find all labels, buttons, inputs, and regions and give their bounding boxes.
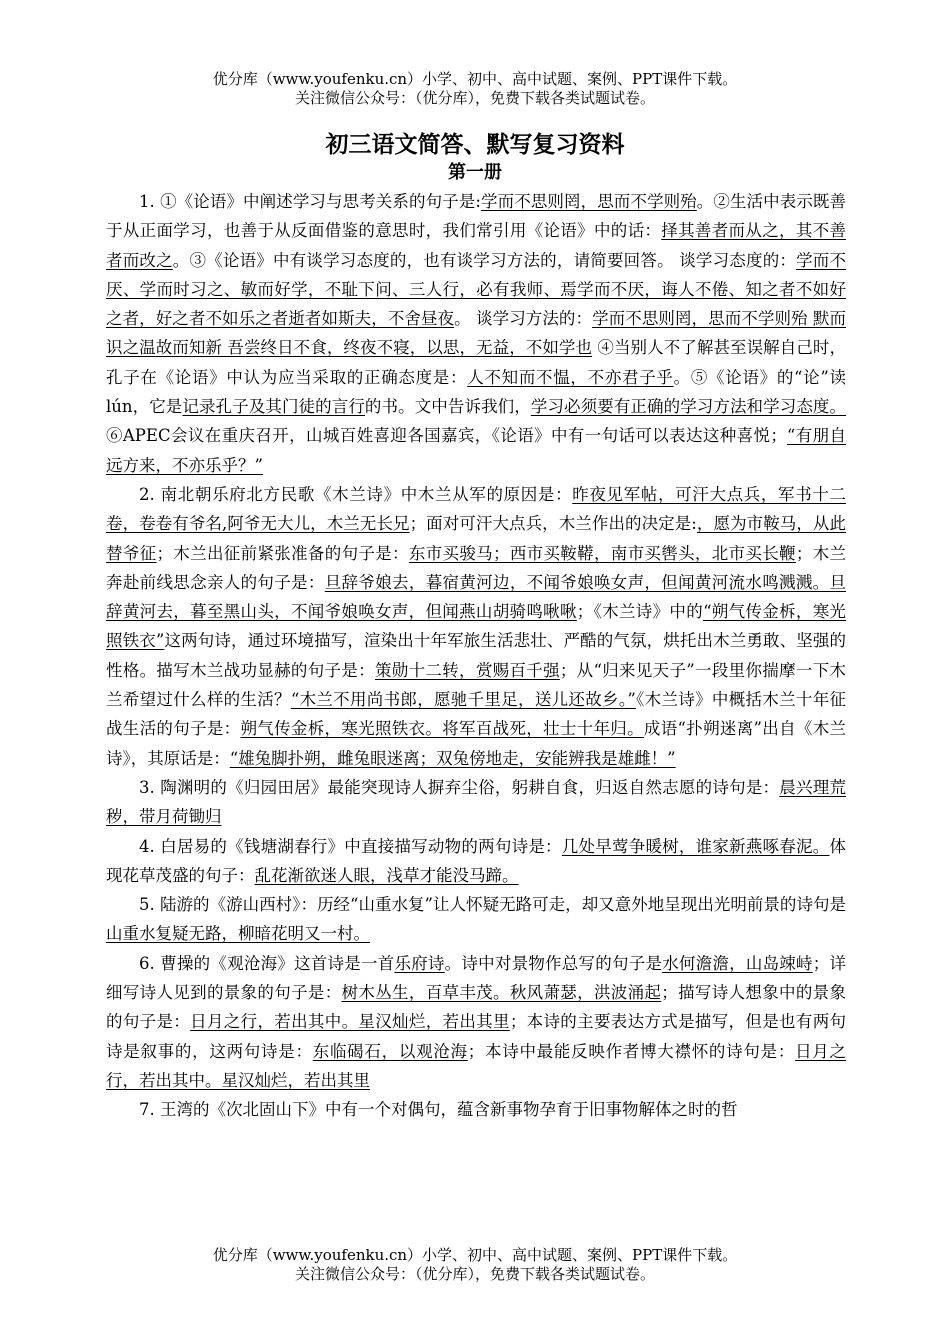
answer-text: ，愿为市鞍马，从此替爷征 <box>106 514 846 563</box>
document-subtitle: 第一册 <box>448 162 502 183</box>
answer-text: 择其善者而从之，其不善者而改之 <box>106 221 847 270</box>
question-item <box>106 773 846 832</box>
answer-text: 学习必须要有正确的学习方法和学习态度。 <box>530 397 847 417</box>
answer-text: 记录孔子及其门徒的言行 <box>182 397 365 417</box>
question-text: 《木兰诗》中概括木兰十年征战生活的句子是： <box>106 690 847 739</box>
answer-text: “雄兔脚扑朔，雌兔眼迷离；双兔傍地走，安能辨我是雄雌！” <box>229 748 676 768</box>
answer-text: 学而不思则罔，思而不学则殆 默而识之温故而知新 吾尝终日不食，终夜不寝，以思，无益，不如学也 <box>106 309 847 358</box>
answer-text: 树木丛生，百草丰茂。秋风萧瑟，洪波涌起 <box>341 983 662 1003</box>
document-title: 初三语文简答、默写复习资料 <box>325 132 625 158</box>
footer-line-2: 关注微信公众号：（优分库），免费下载各类试题试卷。 <box>294 1265 655 1283</box>
answer-text: 水何澹澹，山岛竦峙 <box>662 953 813 973</box>
question-item <box>106 1095 846 1124</box>
question-text: 2. 南北朝乐府北方民歌《木兰诗》中木兰从军的原因是： <box>139 484 573 504</box>
answer-text: 人不知而不愠，不亦君子乎 <box>467 367 674 387</box>
answer-text: 学而不厌、学而时习之、敏而好学，不耻下问、三人行，必有我师、焉学而不厌，诲人不倦、知之者不如好之者，好之者不如乐之者逝者如斯夫，不舍昼夜 <box>106 250 847 329</box>
document-body <box>106 187 846 1125</box>
answer-text: 旦辞爷娘去，暮宿黄河边，不闻爷娘唤女声，但闻黄河流水鸣溅溅。旦辞黄河去，暮至黑山头，不闻爷娘唤女声，但闻燕山胡骑鸣啾啾 <box>106 572 847 622</box>
answer-text: “朔气传金柝，寒光照铁衣” <box>106 602 847 651</box>
header-line-2: 关注微信公众号：（优分库），免费下载各类试题试卷。 <box>294 89 655 107</box>
question-text: 。 谈学习方法的： <box>454 309 593 329</box>
question-text: 6. 曹操的《观沧海》这首诗是一首 <box>139 953 395 973</box>
question-item <box>106 480 846 773</box>
answer-text: 几处早莺争暖树，谁家新燕啄春泥。 <box>561 836 830 856</box>
answer-text: “木兰不用尚书郎，愿驰千里足，送儿还故乡。” <box>290 690 636 710</box>
question-text: ；木兰出征前紧张准备的句子是： <box>156 543 409 563</box>
question-text: 的书。文中告诉我们， <box>364 397 531 417</box>
question-text: ；《木兰诗》中的 <box>576 602 704 622</box>
page-footer <box>0 1246 950 1284</box>
answer-text: “有朋自远方来，不亦乐乎？” <box>106 426 847 475</box>
question-text: 成语“扑朔迷离”出自《木兰诗》，其原话是： <box>106 719 847 768</box>
question-text: 。②生活中表示既善于从正面学习，也善于从反面借鉴的意思时，我们常引用《论语》中的话： <box>106 192 847 241</box>
answer-text: 东市买骏马；西市买鞍鞯，南市买辔头，北市买长鞭 <box>408 543 796 563</box>
question-text: 。③《论语》中有谈学习态度的，也有谈学习方法的，请简要回答。 谈学习态度的： <box>172 250 797 270</box>
question-text: 7. 王湾的《次北固山下》中有一个对偶句，蕴含新事物孕育于旧事物解体之时的哲 <box>139 1100 738 1120</box>
question-text: ；描写诗人想象中的景象的句子是： <box>106 983 847 1032</box>
question-text: 体现花草茂盛的句子： <box>106 836 846 885</box>
question-text: 4. 白居易的《钱塘湖春行》中直接描写动物的两句诗是： <box>139 836 562 856</box>
answer-text: 乐府诗 <box>394 953 445 973</box>
answer-text: 学而不思则罔，思而不学则殆 <box>480 192 697 211</box>
question-text: ；详细写诗人见到的景象的句子是： <box>106 953 847 1003</box>
answer-text: 日月之行，若出其中。星汉灿烂，若出其里 <box>190 1012 510 1032</box>
question-text: ；从“归来见天子”一段里你揣摩一下木兰希望过什么样的生活？ <box>106 660 847 710</box>
answer-text: 乱花渐欲迷人眼，浅草才能没马蹄。 <box>254 865 519 885</box>
answer-text: 策勋十二转，赏赐百千强 <box>374 660 560 680</box>
question-text: 3. 陶渊明的《归园田居》最能突现诗人摒弃尘俗，躬耕自食，归返自然志愿的诗句是： <box>139 777 780 797</box>
answer-text: 山重水复疑无路，柳暗花明又一村。 <box>106 924 370 944</box>
question-item <box>106 949 846 1095</box>
answer-text: 昨夜见军帖，可汗大点兵，军书十二卷，卷卷有爷名,阿爷无大儿，木兰无长兄 <box>106 484 847 534</box>
question-text: ；本诗的主要表达方式是描写，但是也有两句诗是叙事的，这两句诗是： <box>106 1012 847 1061</box>
question-item <box>106 832 846 891</box>
question-text: 5. 陆游的《游山西村》：历经“山重水复”让人怀疑无路可走，却又意外地呈现出光明前景的诗句是 <box>139 895 846 915</box>
answer-text: 日月之行，若出其中。星汉灿烂，若出其里 <box>106 1041 847 1090</box>
question-item <box>106 187 846 480</box>
answer-text: 朔气传金柝，寒光照铁衣。将军百战死，壮士十年归。 <box>240 719 644 739</box>
question-text: ⑥APEC会议在重庆召开，山城百姓喜迎各国嘉宾，《论语》中有一句话可以表达这种喜悦； <box>106 426 787 446</box>
question-text: 1. ①《论语》中阐述学习与思考关系的句子是: <box>139 192 481 211</box>
question-text: 。诗中对景物作总写的句子是 <box>444 953 663 973</box>
question-text: 这两句诗，通过环境描写，渲染出十年军旅生活悲壮、严酷的气氛，烘托出木兰勇敢、坚强的性格。描写木兰战功显赫的句子是： <box>106 631 847 680</box>
question-text: ；木兰奔赴前线思念亲人的句子是： <box>106 543 847 592</box>
question-text: 。⑤《论语》的“论”读 lún，它是 <box>106 367 847 417</box>
question-text: ；本诗中最能反映作者博大襟怀的诗句是： <box>467 1041 796 1061</box>
answer-text: 晨兴理荒秽，带月荷锄归 <box>106 777 846 827</box>
page-header <box>0 70 950 108</box>
footer-line-1: 优分库（www.youfenku.cn）小学、初中、高中试题、案例、PPT课件下载。 <box>212 1246 738 1264</box>
question-item <box>106 890 846 949</box>
question-text: ；面对可汗大点兵，木兰作出的决定是: <box>409 514 697 534</box>
answer-text: 东临碣石，以观沧海 <box>312 1041 468 1061</box>
header-line-1: 优分库（www.youfenku.cn）小学、初中、高中试题、案例、PPT课件下载。 <box>212 70 738 88</box>
question-text: ④当别人不了解甚至误解自己时，孔子在《论语》中认为应当采取的正确态度是： <box>106 338 846 387</box>
